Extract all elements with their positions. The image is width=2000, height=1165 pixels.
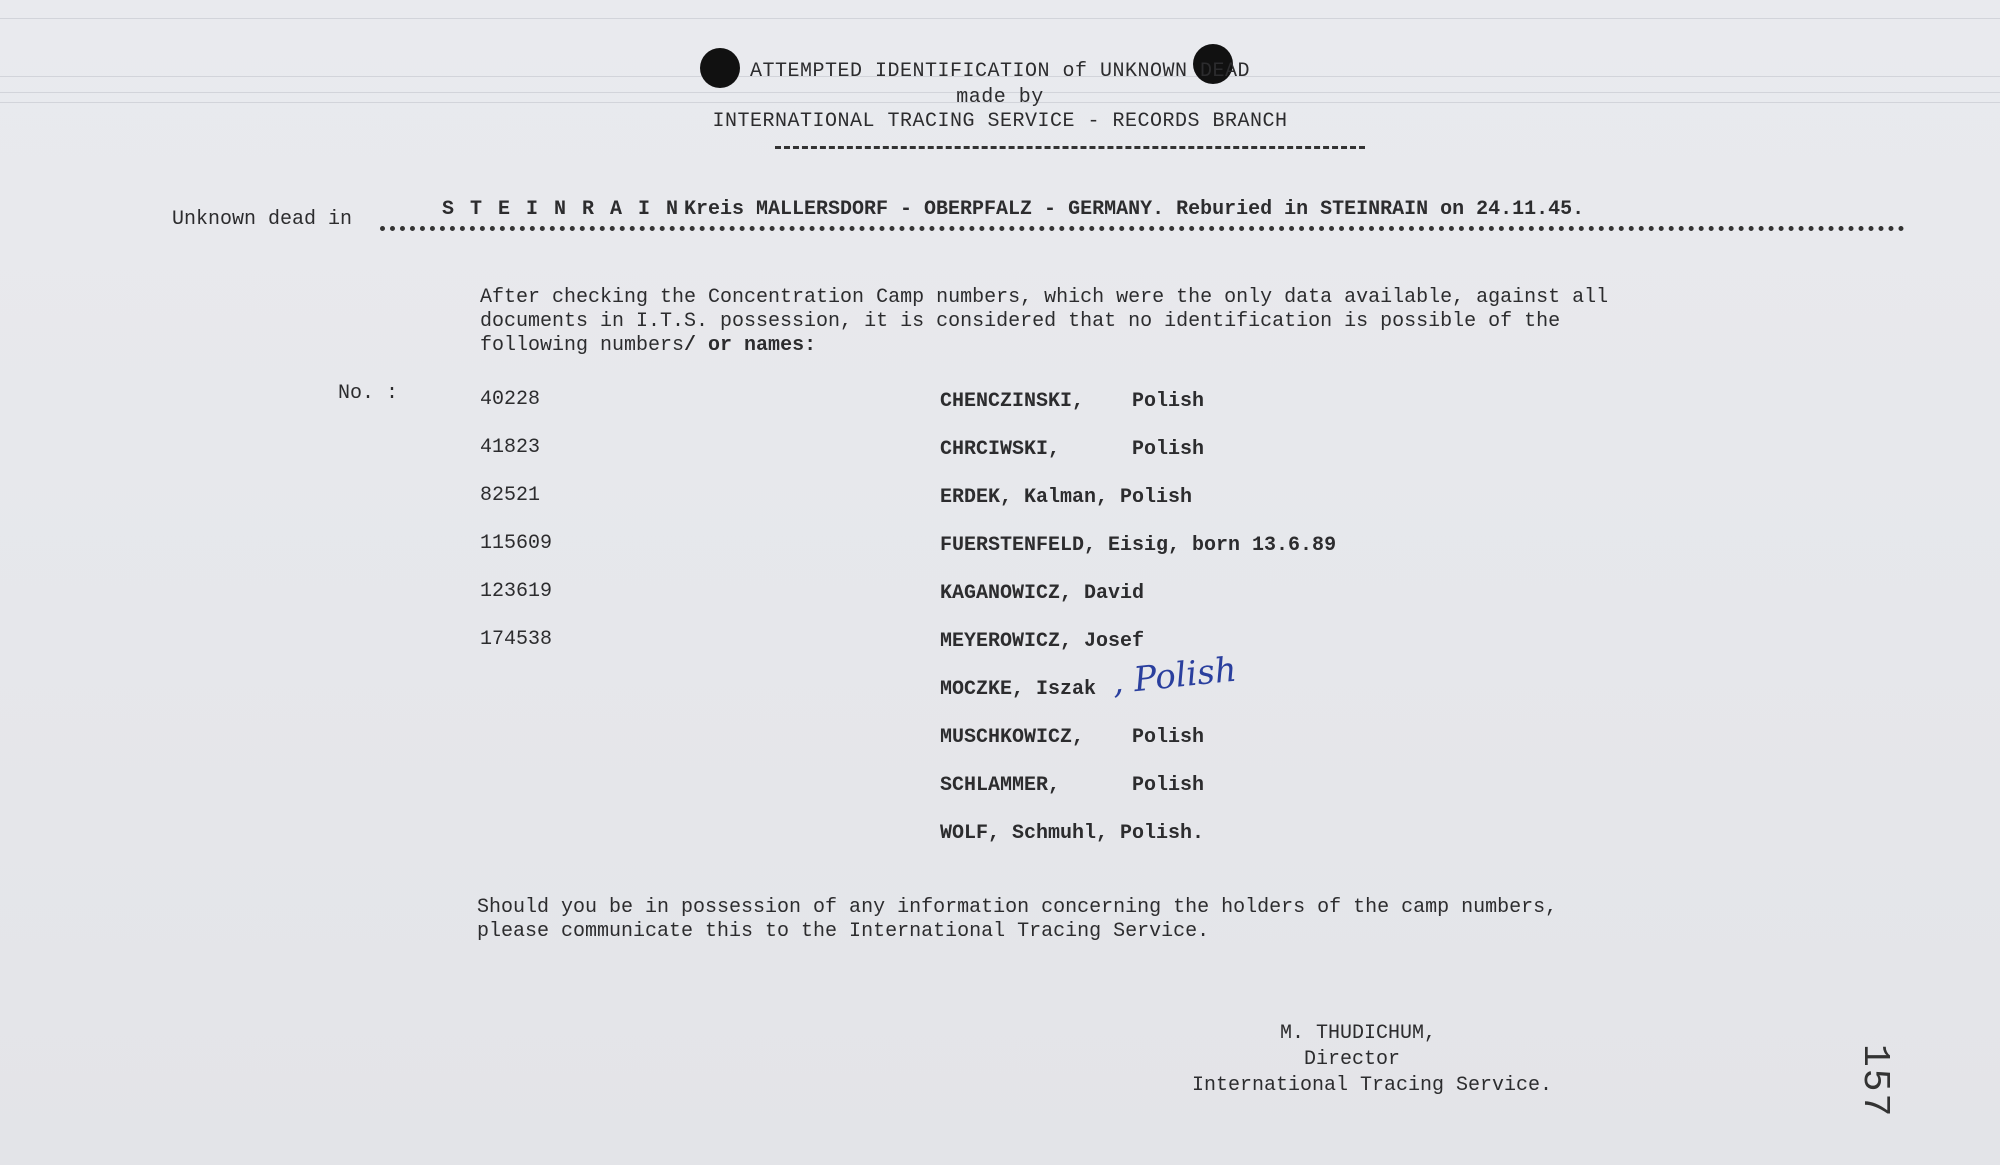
person-name: ERDEK, Kalman, Polish — [940, 486, 1193, 509]
person-name: CHENCZINSKI, — [940, 390, 1085, 413]
handwritten-note: , Polish — [1110, 649, 1239, 703]
made-by: made by — [956, 86, 1044, 109]
page-number-stamp: 157 — [1853, 1044, 1896, 1119]
document-title: ATTEMPTED IDENTIFICATION of UNKNOWN DEAD — [749, 60, 1251, 83]
camp-number: 123619 — [480, 580, 553, 603]
camp-number: 82521 — [480, 484, 541, 507]
location-place: S T E I N R A I N — [442, 198, 681, 221]
signatory-name: M. THUDICHUM, — [1280, 1022, 1437, 1045]
ruling-line — [0, 18, 2000, 19]
closing-line-2: please communicate this to the International Tracing Service. — [477, 920, 1210, 943]
person-nationality: Polish — [1132, 390, 1205, 413]
signatory-organization: International Tracing Service. — [1192, 1074, 1553, 1097]
location-detail: Kreis MALLERSDORF - OBERPFALZ - GERMANY. Reburied in STEINRAIN on 24.11.45. — [684, 198, 1585, 221]
intro-line-3 — [480, 334, 816, 358]
list-label: No. : — [338, 382, 399, 405]
person-name: MEYEROWICZ, Josef — [940, 630, 1145, 653]
closing-line-1: Should you be in possession of any information concerning the holders of the camp numbers, — [477, 896, 1558, 919]
person-name: CHRCIWSKI, — [940, 438, 1061, 461]
camp-number: 41823 — [480, 436, 541, 459]
intro-line-3-suffix: / or names: — [684, 334, 817, 357]
person-name: MOCZKE, Iszak — [940, 678, 1097, 701]
organization-heading: INTERNATIONAL TRACING SERVICE - RECORDS BRANCH — [712, 110, 1288, 133]
person-name: SCHLAMMER, — [940, 774, 1061, 797]
intro-line-3-prefix: following numbers — [480, 334, 685, 357]
camp-number: 115609 — [480, 532, 553, 555]
person-nationality: Polish — [1132, 726, 1205, 749]
camp-number: 40228 — [480, 388, 541, 411]
location-label: Unknown dead in — [172, 208, 353, 231]
intro-line-2: documents in I.T.S. possession, it is considered that no identification is possible of the — [480, 310, 1561, 333]
person-name: WOLF, Schmuhl, Polish. — [940, 822, 1205, 845]
header-underline — [775, 146, 1365, 149]
person-name: KAGANOWICZ, David — [940, 582, 1145, 605]
person-name: MUSCHKOWICZ, — [940, 726, 1085, 749]
person-nationality: Polish — [1132, 438, 1205, 461]
camp-number: 174538 — [480, 628, 553, 651]
person-name: FUERSTENFELD, Eisig, born 13.6.89 — [940, 534, 1337, 557]
intro-line-1: After checking the Concentration Camp numbers, which were the only data available, against all — [480, 286, 1609, 309]
location-dotted-leader — [380, 226, 1905, 231]
signatory-title: Director — [1304, 1048, 1401, 1071]
person-nationality: Polish — [1132, 774, 1205, 797]
